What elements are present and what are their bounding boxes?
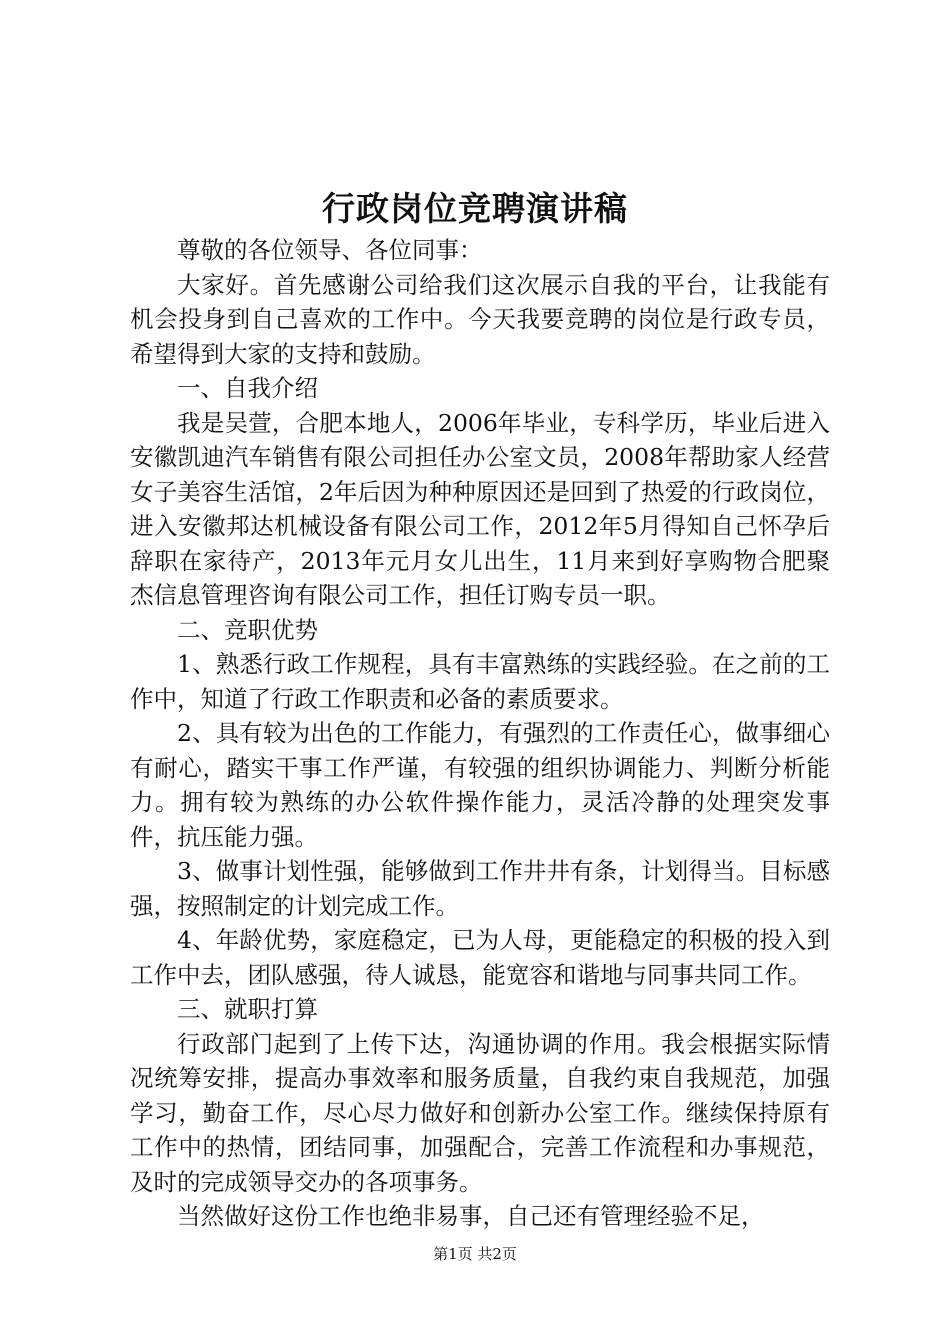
closing-paragraph: 当然做好这份工作也绝非易事，自己还有管理经验不足， [177, 1202, 765, 1230]
advantage-item-3: 3、做事计划性强，能够做到工作井井有条，计划得当。目标感强，按照制定的计划完成工作。 [130, 857, 830, 920]
greeting-paragraph: 尊敬的各位领导、各位同事： [177, 236, 483, 264]
advantage-item-1: 1、熟悉行政工作规程，具有丰富熟练的实践经验。在之前的工作中，知道了行政工作职责和必备的素质要求。 [130, 650, 830, 713]
page-number-footer: 第1页 共2页 [433, 1245, 517, 1263]
document-body [130, 233, 830, 1234]
advantage-item-2: 2、具有较为出色的工作能力，有强烈的工作责任心，做事细心有耐心，踏实干事工作严谨，有较强的组织协调能力、判断分析能力。拥有较为熟练的办公软件操作能力，灵活冷静的处理突发事件，抗压能力强。 [130, 719, 830, 851]
section-heading-advantages: 二、竞职优势 [177, 615, 318, 644]
section-heading-plan: 三、就职打算 [177, 995, 318, 1023]
plan-paragraph: 行政部门起到了上传下达，沟通协调的作用。我会根据实际情况统筹安排，提高办事效率和服务质量，自我约束自我规范，加强学习，勤奋工作，尽心尽力做好和创新办公室工作。继续保持原有工作中的热情，团结同事，加强配合，完善工作流程和办事规范，及时的完成领导交办的各项事务。 [130, 1029, 830, 1196]
advantage-item-4: 4、年龄优势，家庭稳定，已为人母，更能稳定的积极的投入到工作中去，团队感强，待人诚恳，能宽容和谐地与同事共同工作。 [130, 926, 830, 989]
document-title: 行政岗位竞聘演讲稿 [322, 189, 628, 228]
section-heading-self-intro: 一、自我介绍 [177, 374, 318, 402]
intro-paragraph: 大家好。首先感谢公司给我们这次展示自我的平台，让我能有机会投身到自己喜欢的工作中。今天我要竞聘的岗位是行政专员，希望得到大家的支持和鼓励。 [130, 270, 830, 368]
self-intro-paragraph: 我是吴萱，合肥本地人，2006年毕业，专科学历，毕业后进入安徽凯迪汽车销售有限公司担任办公室文员，2008年帮助家人经营女子美容生活馆，2年后因为种种原因还是回到了热爱的行政岗位，进入安徽邦达机械设备有限公司工作，2012年5月得知自己怀孕后辞职在家待产，2013年元月女儿出生，11月来到好享购物合肥聚杰信息管理咨询有限公司工作，担任订购专员一职。 [130, 408, 830, 609]
